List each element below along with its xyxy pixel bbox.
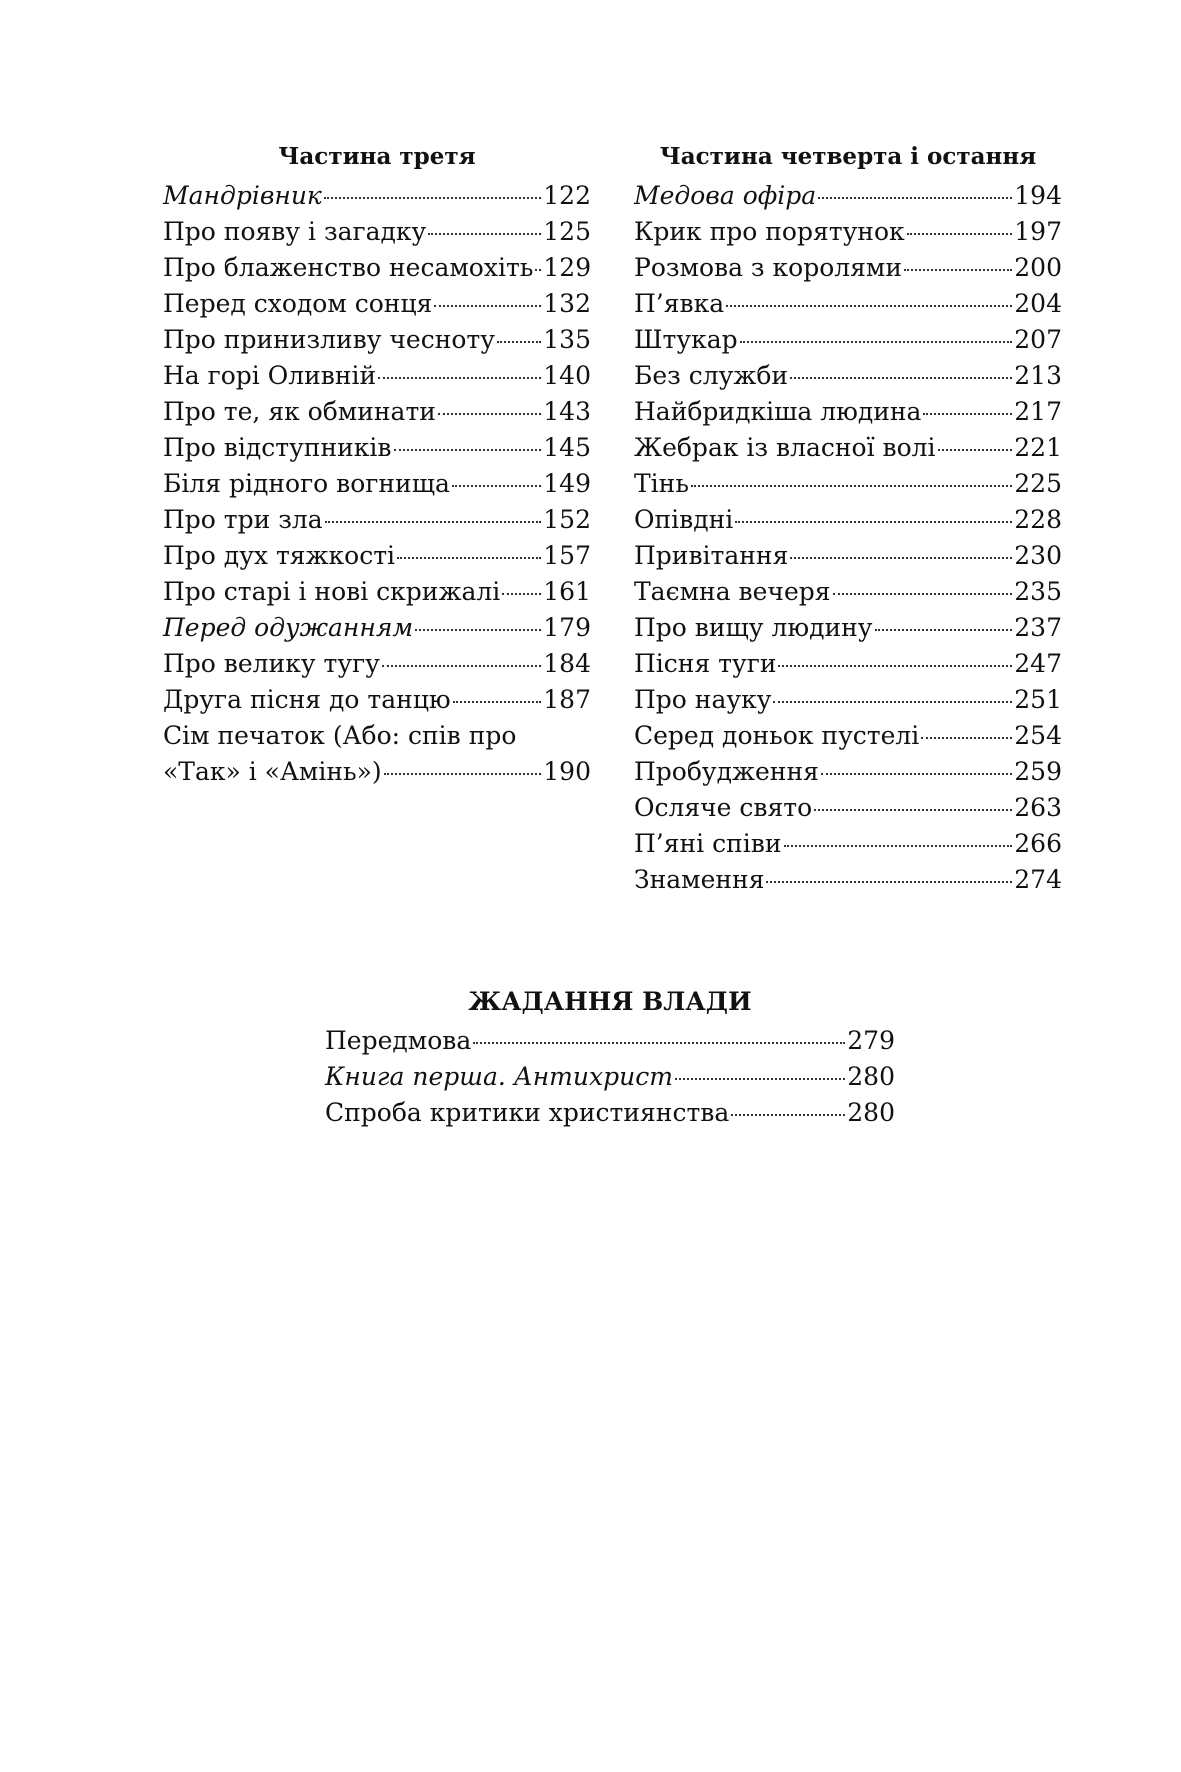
toc-entry bbox=[634, 862, 1062, 898]
dot-leader bbox=[453, 701, 542, 703]
toc-entry bbox=[634, 574, 1062, 610]
toc-entry-page: 122 bbox=[543, 181, 591, 210]
dot-leader bbox=[938, 449, 1013, 451]
toc-entry-title: Найбридкіша людина bbox=[634, 397, 922, 426]
toc-entry-title: Привітання bbox=[634, 541, 789, 570]
dot-leader bbox=[921, 737, 1012, 739]
dot-leader bbox=[784, 845, 1013, 847]
dot-leader bbox=[766, 881, 1012, 883]
section-heading: ЖАДАННЯ ВЛАДИ bbox=[468, 987, 752, 1016]
toc-entry bbox=[325, 1095, 895, 1131]
toc-entry-page: 225 bbox=[1014, 469, 1062, 498]
toc-entry-page: 194 bbox=[1014, 181, 1062, 210]
toc-entry bbox=[634, 502, 1062, 538]
section-heading: Частина третя bbox=[278, 143, 476, 170]
toc-entry-title: Передмова bbox=[325, 1026, 472, 1055]
toc-entry bbox=[163, 286, 591, 322]
toc-entry-page: 190 bbox=[543, 757, 591, 786]
toc-entry bbox=[634, 754, 1062, 790]
toc-entry-page: 132 bbox=[543, 289, 591, 318]
dot-leader bbox=[434, 305, 541, 307]
toc-entry-page: 274 bbox=[1014, 865, 1062, 894]
toc-entry-page: 251 bbox=[1014, 685, 1062, 714]
dot-leader bbox=[773, 701, 1012, 703]
toc-entry-title: Про принизливу чесноту bbox=[163, 325, 495, 354]
toc-entry bbox=[163, 754, 591, 790]
toc-entry-title: Про дух тяжкості bbox=[163, 541, 396, 570]
toc-entry bbox=[634, 358, 1062, 394]
toc-entry-title: Про блаженство несамохіть bbox=[163, 253, 534, 282]
toc-entry-page: 263 bbox=[1014, 793, 1062, 822]
toc-entry-title: Серед доньок пустелі bbox=[634, 721, 920, 750]
dot-leader bbox=[778, 665, 1012, 667]
toc-entry-page: 197 bbox=[1014, 217, 1062, 246]
toc-entry-page: 149 bbox=[543, 469, 591, 498]
toc-entry-title: Перед сходом сонця bbox=[163, 289, 433, 318]
toc-entry bbox=[634, 646, 1062, 682]
toc-part-three bbox=[163, 140, 591, 790]
toc-entry-title: Перед одужанням bbox=[163, 613, 414, 642]
dot-leader bbox=[907, 233, 1013, 235]
toc-entry bbox=[325, 1059, 895, 1095]
dot-leader bbox=[790, 377, 1012, 379]
toc-entry-title: На горі Оливній bbox=[163, 361, 377, 390]
dot-leader bbox=[378, 377, 541, 379]
dot-leader bbox=[904, 269, 1012, 271]
toc-entry bbox=[634, 538, 1062, 574]
toc-entry-title: Друга пісня до танцю bbox=[163, 685, 451, 714]
toc-entry bbox=[163, 214, 591, 250]
toc-entry bbox=[163, 682, 591, 718]
toc-will-to-power bbox=[325, 985, 895, 1131]
dot-leader bbox=[325, 521, 542, 523]
toc-entry bbox=[163, 466, 591, 502]
toc-entry-title: Штукар bbox=[634, 325, 738, 354]
dot-leader bbox=[735, 521, 1012, 523]
toc-entry-page: 237 bbox=[1014, 613, 1062, 642]
toc-entry-title: Розмова з королями bbox=[634, 253, 903, 282]
toc-entry-page: 179 bbox=[543, 613, 591, 642]
toc-entry bbox=[634, 826, 1062, 862]
toc-entry-title: Про науку bbox=[634, 685, 772, 714]
toc-entry bbox=[163, 250, 591, 286]
toc-entry-page: 217 bbox=[1014, 397, 1062, 426]
dot-leader bbox=[438, 413, 541, 415]
toc-entry-title: Біля рідного вогнища bbox=[163, 469, 450, 498]
toc-entry bbox=[634, 466, 1062, 502]
toc-entry bbox=[634, 178, 1062, 214]
toc-entry bbox=[634, 322, 1062, 358]
toc-entry-page: 228 bbox=[1014, 505, 1062, 534]
toc-entry-title: Спроба критики християнства bbox=[325, 1098, 730, 1127]
toc-entry-title: Жебрак із власної волі bbox=[634, 433, 936, 462]
toc-entry-page: 152 bbox=[543, 505, 591, 534]
toc-entry bbox=[634, 394, 1062, 430]
toc-entry-title: Мандрівник bbox=[163, 181, 322, 210]
toc-entry bbox=[163, 646, 591, 682]
toc-entry-page: 221 bbox=[1014, 433, 1062, 462]
dot-leader bbox=[397, 557, 541, 559]
toc-entry-page: 125 bbox=[543, 217, 591, 246]
toc-entry bbox=[163, 610, 591, 646]
toc-entry-title: Книга перша. Антихрист bbox=[325, 1062, 673, 1091]
toc-entry-page: 235 bbox=[1014, 577, 1062, 606]
toc-entry-title: П’яні співи bbox=[634, 829, 782, 858]
dot-leader bbox=[394, 449, 542, 451]
toc-entry-title: Про те, як обминати bbox=[163, 397, 436, 426]
toc-entry-title: Опівдні bbox=[634, 505, 734, 534]
dot-leader bbox=[382, 665, 541, 667]
toc-entry-title: Таємна вечеря bbox=[634, 577, 831, 606]
toc-entry-page: 266 bbox=[1014, 829, 1062, 858]
toc-entry-page: 207 bbox=[1014, 325, 1062, 354]
toc-entry-title: Про відступників bbox=[163, 433, 392, 462]
toc-entry-page: 280 bbox=[847, 1062, 895, 1091]
toc-entry-page: 230 bbox=[1014, 541, 1062, 570]
toc-entry-title: Про велику тугу bbox=[163, 649, 380, 678]
dot-leader bbox=[740, 341, 1013, 343]
toc-entry bbox=[634, 430, 1062, 466]
toc-entry-page: 247 bbox=[1014, 649, 1062, 678]
dot-leader bbox=[384, 773, 542, 775]
toc-entry-title: Медова офіра bbox=[634, 181, 817, 210]
toc-entry bbox=[634, 610, 1062, 646]
toc-entry-page: 135 bbox=[543, 325, 591, 354]
toc-entry bbox=[163, 430, 591, 466]
toc-entry bbox=[163, 322, 591, 358]
dot-leader bbox=[833, 593, 1013, 595]
toc-list bbox=[325, 1023, 895, 1131]
toc-entry-page: 254 bbox=[1014, 721, 1062, 750]
dot-leader bbox=[790, 557, 1012, 559]
toc-entry-page: 184 bbox=[543, 649, 591, 678]
toc-entry bbox=[634, 682, 1062, 718]
section-heading: Частина четверта і остання bbox=[659, 143, 1037, 170]
toc-entry-title: Знамення bbox=[634, 865, 765, 894]
dot-leader bbox=[497, 341, 541, 343]
toc-entry-title: Про старі і нові скрижалі bbox=[163, 577, 501, 606]
dot-leader bbox=[731, 1114, 845, 1116]
toc-entry bbox=[325, 1023, 895, 1059]
dot-leader bbox=[324, 197, 541, 199]
toc-entry-title: Крик про порятунок bbox=[634, 217, 905, 246]
toc-entry-page: 161 bbox=[543, 577, 591, 606]
toc-entry-title: Про появу і загадку bbox=[163, 217, 427, 246]
dot-leader bbox=[923, 413, 1012, 415]
toc-entry-title: Осляче свято bbox=[634, 793, 813, 822]
dot-leader bbox=[814, 809, 1012, 811]
dot-leader bbox=[818, 197, 1012, 199]
toc-entry bbox=[634, 250, 1062, 286]
toc-entry bbox=[163, 358, 591, 394]
toc-entry-page: 280 bbox=[847, 1098, 895, 1127]
dot-leader bbox=[415, 629, 541, 631]
toc-list bbox=[163, 178, 591, 790]
dot-leader bbox=[428, 233, 541, 235]
toc-entry-title-line: Сім печаток (Або: спів про bbox=[163, 721, 517, 750]
toc-entry-page: 157 bbox=[543, 541, 591, 570]
toc-entry-page: 129 bbox=[543, 253, 592, 282]
toc-entry-page: 143 bbox=[543, 397, 591, 426]
dot-leader bbox=[502, 593, 541, 595]
toc-entry-title: П’явка bbox=[634, 289, 725, 318]
toc-entry-title: «Так» і «Амінь») bbox=[163, 757, 382, 786]
toc-entry-page: 145 bbox=[543, 433, 591, 462]
toc-entry-page: 259 bbox=[1014, 757, 1062, 786]
toc-entry-title: Пісня туги bbox=[634, 649, 777, 678]
dot-leader bbox=[691, 485, 1012, 487]
toc-entry bbox=[163, 502, 591, 538]
toc-entry-page: 213 bbox=[1014, 361, 1062, 390]
dot-leader bbox=[875, 629, 1013, 631]
toc-entry-title: Про три зла bbox=[163, 505, 323, 534]
toc-entry bbox=[163, 538, 591, 574]
toc-entry-page: 187 bbox=[543, 685, 591, 714]
dot-leader bbox=[452, 485, 541, 487]
toc-entry bbox=[634, 718, 1062, 754]
toc-entry-title: Пробудження bbox=[634, 757, 819, 786]
dot-leader bbox=[535, 269, 541, 271]
toc-entry bbox=[634, 790, 1062, 826]
toc-entry bbox=[634, 286, 1062, 322]
dot-leader bbox=[821, 773, 1012, 775]
toc-entry bbox=[163, 394, 591, 430]
toc-entry-page: 279 bbox=[847, 1026, 895, 1055]
toc-entry-page: 140 bbox=[543, 361, 591, 390]
toc-entry bbox=[634, 214, 1062, 250]
dot-leader bbox=[675, 1078, 845, 1080]
toc-part-four bbox=[634, 140, 1062, 898]
dot-leader bbox=[726, 305, 1012, 307]
toc-entry-title: Тінь bbox=[634, 469, 689, 498]
toc-entry-title: Без служби bbox=[634, 361, 789, 390]
toc-entry bbox=[163, 574, 591, 610]
toc-entry bbox=[163, 178, 591, 214]
dot-leader bbox=[473, 1042, 845, 1044]
toc-entry-page: 204 bbox=[1014, 289, 1062, 318]
toc-entry-title: Про вищу людину bbox=[634, 613, 873, 642]
toc-list bbox=[634, 178, 1062, 898]
toc-entry-page: 200 bbox=[1014, 253, 1062, 282]
